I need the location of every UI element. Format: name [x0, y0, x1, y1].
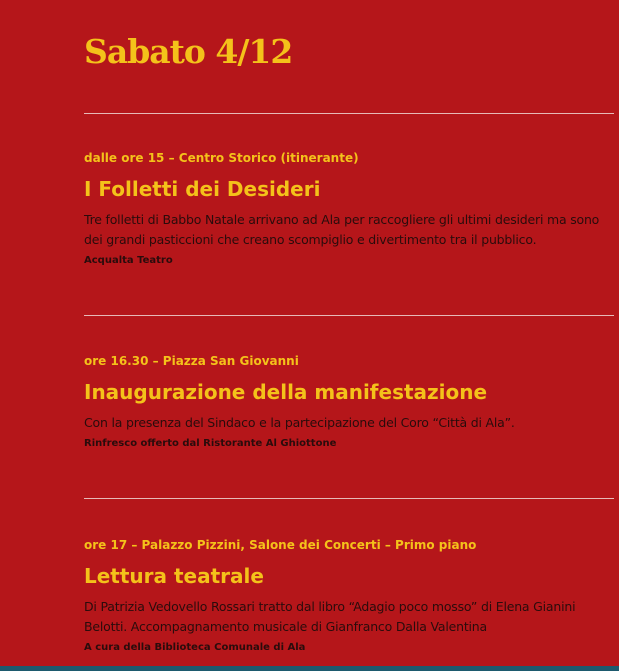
event-item [84, 150, 609, 269]
event-title: Inaugurazione della manifestazione [84, 380, 488, 404]
day-title: Sabato 4/12 [84, 32, 293, 71]
event-time-location: ore 17 – Palazzo Pizzini, Salone dei Concerti – Primo piano [84, 538, 477, 552]
event-title: I Folletti dei Desideri [84, 177, 321, 201]
event-description: Di Patrizia Vedovello Rossari tratto dal libro “Adagio poco mosso” di Elena Gianini Belotti. Accompagnamento musicale di Gianfranco Dalla Valentina [84, 599, 576, 634]
divider [84, 315, 614, 316]
bottom-bar [0, 666, 619, 671]
divider [84, 498, 614, 499]
event-credit: Rinfresco offerto dal Ristorante Al Ghiottone [84, 438, 337, 449]
event-item [84, 537, 609, 656]
event-time-location: ore 16.30 – Piazza San Giovanni [84, 354, 299, 368]
event-title: Lettura teatrale [84, 564, 264, 588]
event-description: Tre folletti di Babbo Natale arrivano ad Ala per raccogliere gli ultimi desideri ma sono dei grandi pasticcioni che creano scompiglio e divertimento tra il pubblico. [84, 212, 600, 247]
event-item [84, 353, 609, 452]
event-credit: Acqualta Teatro [84, 255, 173, 266]
event-description: Con la presenza del Sindaco e la partecipazione del Coro “Città di Ala”. [84, 415, 515, 430]
event-time-location: dalle ore 15 – Centro Storico (itinerante) [84, 151, 359, 165]
event-credit: A cura della Biblioteca Comunale di Ala [84, 642, 306, 653]
divider [84, 113, 614, 114]
